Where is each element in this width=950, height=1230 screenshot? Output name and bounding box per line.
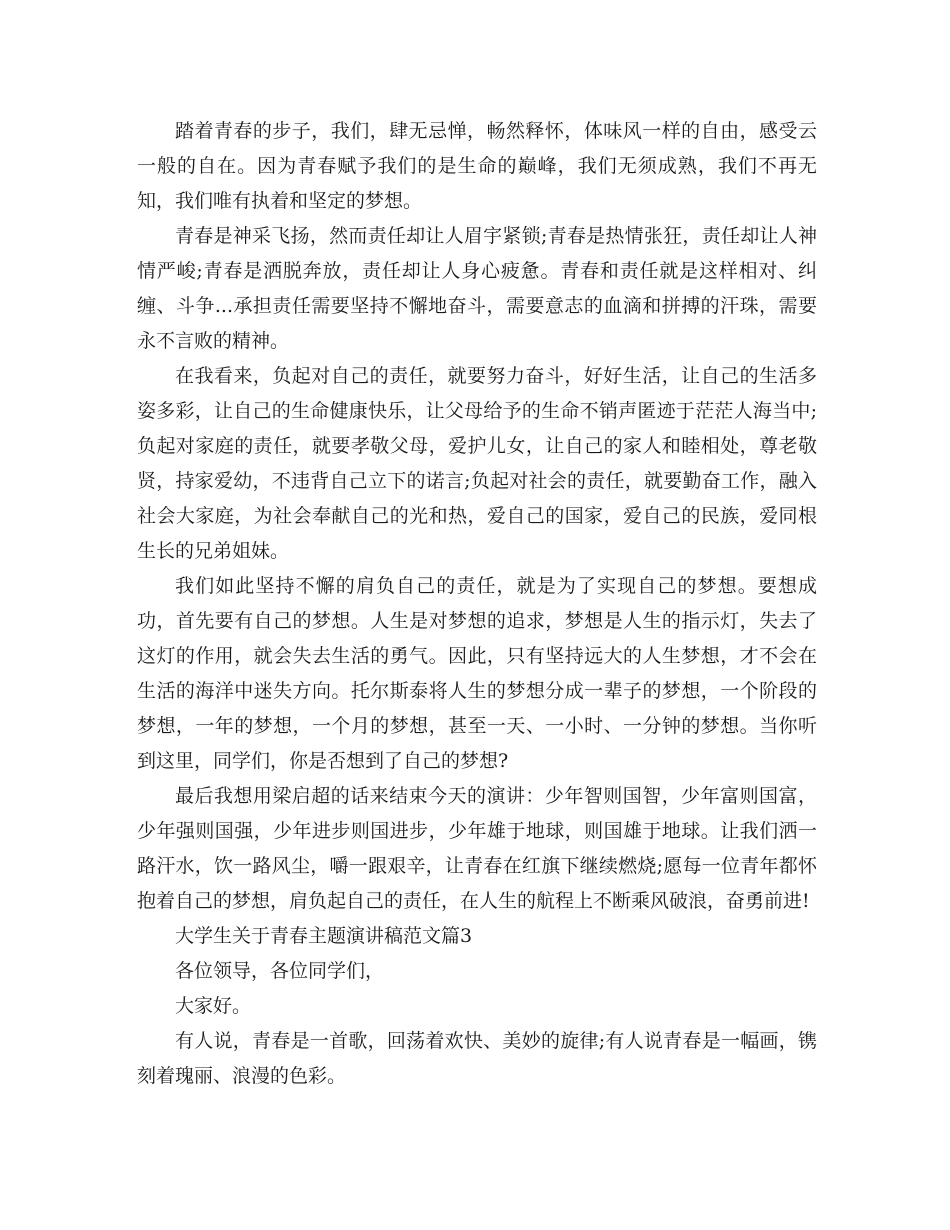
paragraph-conclusion: 最后我想用梁启超的话来结束今天的演讲：少年智则国智，少年富则国富，少年强则国强，少年进步则国进步，少年雄于地球，则国雄于地球。让我们洒一路汗水，饮一路风尘，嚼一跟艰辛，让青春在红旗下继续燃烧;愿每一位青年都怀抱着自己的梦想，肩负起自己的责任，在人生的航程上不断乘风破浪，奋勇前进! <box>137 785 817 912</box>
greeting: 大家好。 <box>175 995 252 1017</box>
paragraph-dreams: 我们如此坚持不懈的肩负自己的责任，就是为了实现自己的梦想。要想成功，首先要有自己的梦想。人生是对梦想的追求，梦想是人生的指示灯，失去了这灯的作用，就会失去生活的勇气。因此，只有坚持远大的人生梦想，才不会在生活的海洋中迷失方向。托尔斯泰将人生的梦想分成一辈子的梦想，一个阶段的梦想，一年的梦想，一个月的梦想，甚至一天、一小时、一分钟的梦想。当你听到这里，同学们，你是否想到了自己的梦想? <box>137 575 817 772</box>
document-body <box>137 114 817 1094</box>
paragraph-youth-song: 有人说，青春是一首歌，回荡着欢快、美妙的旋律;有人说青春是一幅画，镌刻着瑰丽、浪漫的色彩。 <box>137 1030 817 1087</box>
paragraph-taking-responsibility: 在我看来，负起对自己的责任，就要努力奋斗，好好生活，让自己的生活多姿多彩，让自己的生命健康快乐，让父母给予的生命不销声匿迹于茫茫人海当中;负起对家庭的责任，就要孝敬父母，爱护儿女，让自己的家人和睦相处，尊老敬贤，持家爱幼，不违背自己立下的诺言;负起对社会的责任，就要勤奋工作，融入社会大家庭，为社会奉献自己的光和热，爱自己的国家，爱自己的民族，爱同根生长的兄弟姐妹。 <box>137 365 817 562</box>
paragraph-youth-freedom: 踏着青春的步子，我们，肆无忌惮，畅然释怀，体味风一样的自由，感受云一般的自在。因为青春赋予我们的是生命的巅峰，我们无须成熟，我们不再无知，我们唯有执着和坚定的梦想。 <box>137 120 817 212</box>
paragraph-youth-responsibility: 青春是神采飞扬，然而责任却让人眉宇紧锁;青春是热情张狂，责任却让人神情严峻;青春是洒脱奔放，责任却让人身心疲惫。青春和责任就是这样相对、纠缠、斗争...承担责任需要坚持不懈地奋斗，需要意志的血滴和拼搏的汗珠，需要永不言败的精神。 <box>137 225 817 352</box>
section-heading: 大学生关于青春主题演讲稿范文篇3 <box>175 925 473 947</box>
salutation: 各位领导，各位同学们， <box>175 960 385 982</box>
